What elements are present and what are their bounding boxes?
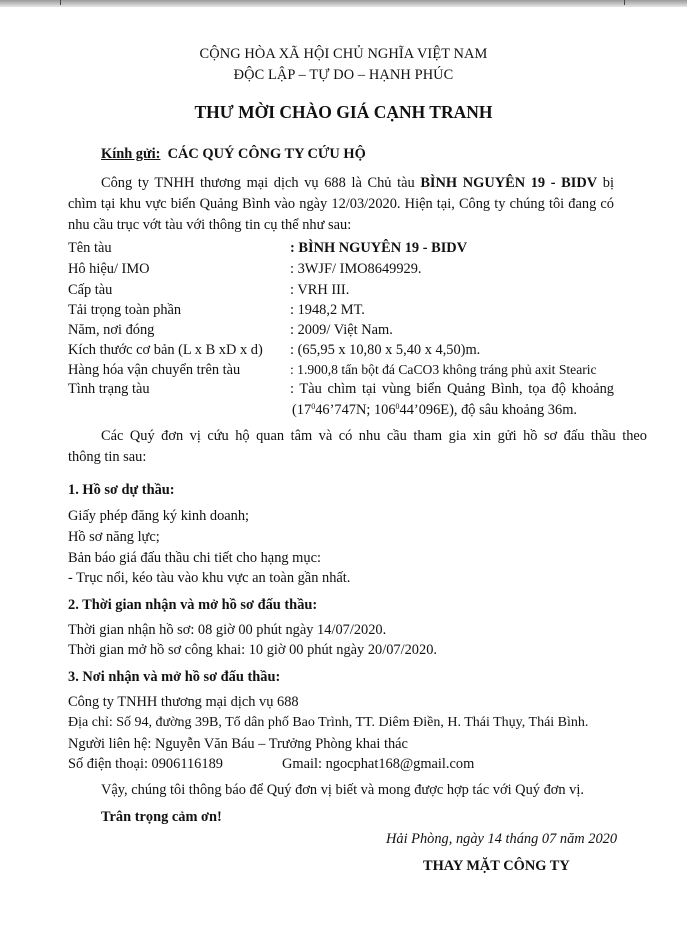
status-line2: ($17^046’747N$; $106^044’096E$), độ sâu khoảng 36m. — [292, 402, 577, 418]
thanks-line: Trân trọng cảm ơn! — [101, 809, 222, 825]
list-item: Hồ sơ năng lực; — [68, 529, 160, 545]
ruler-tick — [624, 0, 625, 5]
dwt-label: Tải trọng toàn phần — [68, 302, 182, 318]
intro-line1: Công ty TNHH thương mại dịch vụ 688 là Chủ tàu BÌNH NGUYÊN 19 - BIDV bị — [101, 175, 614, 191]
list-item: Bản báo giá đấu thầu chi tiết cho hạng mục: — [68, 550, 321, 566]
imo-value: : 3WJF/ IMO8649929. — [290, 261, 422, 277]
dwt-value: : 1948,2 MT. — [290, 302, 365, 318]
list-item: Giấy phép đăng ký kinh doanh; — [68, 508, 250, 524]
recipient — [101, 145, 366, 163]
place-date: Hải Phòng, ngày 14 tháng 07 năm 2020 — [386, 831, 618, 847]
closing-line: Vậy, chúng tôi thông báo để Quý đơn vị biết và mong được hợp tác với Quý đơn vị. — [101, 782, 584, 798]
cargo-label: Hàng hóa vận chuyển trên tàu — [68, 362, 241, 378]
list-item: - Trục nổi, kéo tàu vào khu vực an toàn gần nhất. — [68, 570, 351, 586]
dimensions-label: Kích thước cơ bản (L x B xD x d) — [68, 342, 263, 358]
status-line1: : Tàu chìm tại vùng biển Quảng Bình, tọa độ khoảng — [290, 381, 614, 397]
email-address: Gmail: ngocphat168@gmail.com — [282, 756, 475, 772]
list-item: Thời gian nhận hồ sơ: 08 giờ 00 phút ngày 14/07/2020. — [68, 622, 387, 638]
section3-heading: 3. Nơi nhận và mở hồ sơ đấu thầu: — [68, 669, 281, 685]
ship-name-emphasis: BÌNH NGUYÊN 19 - BIDV — [420, 175, 598, 191]
degree-superscript: 0 — [311, 402, 316, 411]
section2-heading: 2. Thời gian nhận và mở hồ sơ đấu thầu: — [68, 597, 318, 613]
degree-superscript: 0 — [395, 402, 400, 411]
class-label: Cấp tàu — [68, 282, 113, 298]
national-header-line1: CỘNG HÒA XÃ HỘI CHỦ NGHĨA VIỆT NAM — [199, 46, 488, 62]
ruler-tick — [60, 0, 61, 5]
imo-label: Hô hiệu/ IMO — [68, 261, 150, 277]
company-address: Địa chỉ: Số 94, đường 39B, Tổ dân phố Bao Trình, TT. Diêm Điền, H. Thái Thụy, Thái Bình. — [68, 715, 589, 730]
status-label: Tình trạng tàu — [68, 381, 150, 397]
ruler-bar — [0, 0, 687, 7]
build-year-value: : 2009/ Việt Nam. — [290, 322, 393, 338]
company-name: Công ty TNHH thương mại dịch vụ 688 — [68, 694, 299, 710]
ship-name-value: : BÌNH NGUYÊN 19 - BIDV — [290, 240, 468, 256]
dimensions-value: : (65,95 x 10,80 x 5,40 x 4,50)m. — [290, 342, 481, 358]
signer-title: THAY MẶT CÔNG TY — [423, 858, 570, 874]
invite-line1: Các Quý đơn vị cứu hộ quan tâm và có nhu cầu tham gia xin gửi hồ sơ đấu thầu theo — [101, 428, 647, 444]
cargo-value: : 1.900,8 tấn bột đá CaCO3 không tráng phủ axit Stearic — [290, 362, 597, 377]
intro-line3: nhu cầu trục vớt tàu với thông tin cụ thể như sau: — [68, 217, 352, 233]
build-year-label: Năm, nơi đóng — [68, 322, 155, 338]
list-item: Thời gian mở hồ sơ công khai: 10 giờ 00 phút ngày 20/07/2020. — [68, 642, 437, 658]
section1-heading: 1. Hồ sơ dự thầu: — [68, 482, 175, 498]
recipient-label: Kính gửi: — [101, 146, 161, 162]
intro-line2: chìm tại khu vực biển Quảng Bình vào ngày 12/03/2020. Hiện tại, Công ty chúng tôi đang có — [68, 196, 614, 212]
national-header-line2: ĐỘC LẬP – TỰ DO – HẠNH PHÚC — [233, 67, 454, 83]
phone-number: Số điện thoại: 0906116189 — [68, 756, 223, 772]
contact-person: Người liên hệ: Nguyễn Văn Báu – Trưởng Phòng khai thác — [68, 736, 408, 752]
recipient-value: CÁC QUÝ CÔNG TY CỨU HỘ — [167, 146, 366, 162]
document-title: THƯ MỜI CHÀO GIÁ CẠNH TRANH — [194, 102, 493, 122]
class-value: : VRH III. — [290, 282, 350, 298]
invite-line2: thông tin sau: — [68, 449, 147, 465]
ship-name-label: Tên tàu — [68, 240, 112, 256]
